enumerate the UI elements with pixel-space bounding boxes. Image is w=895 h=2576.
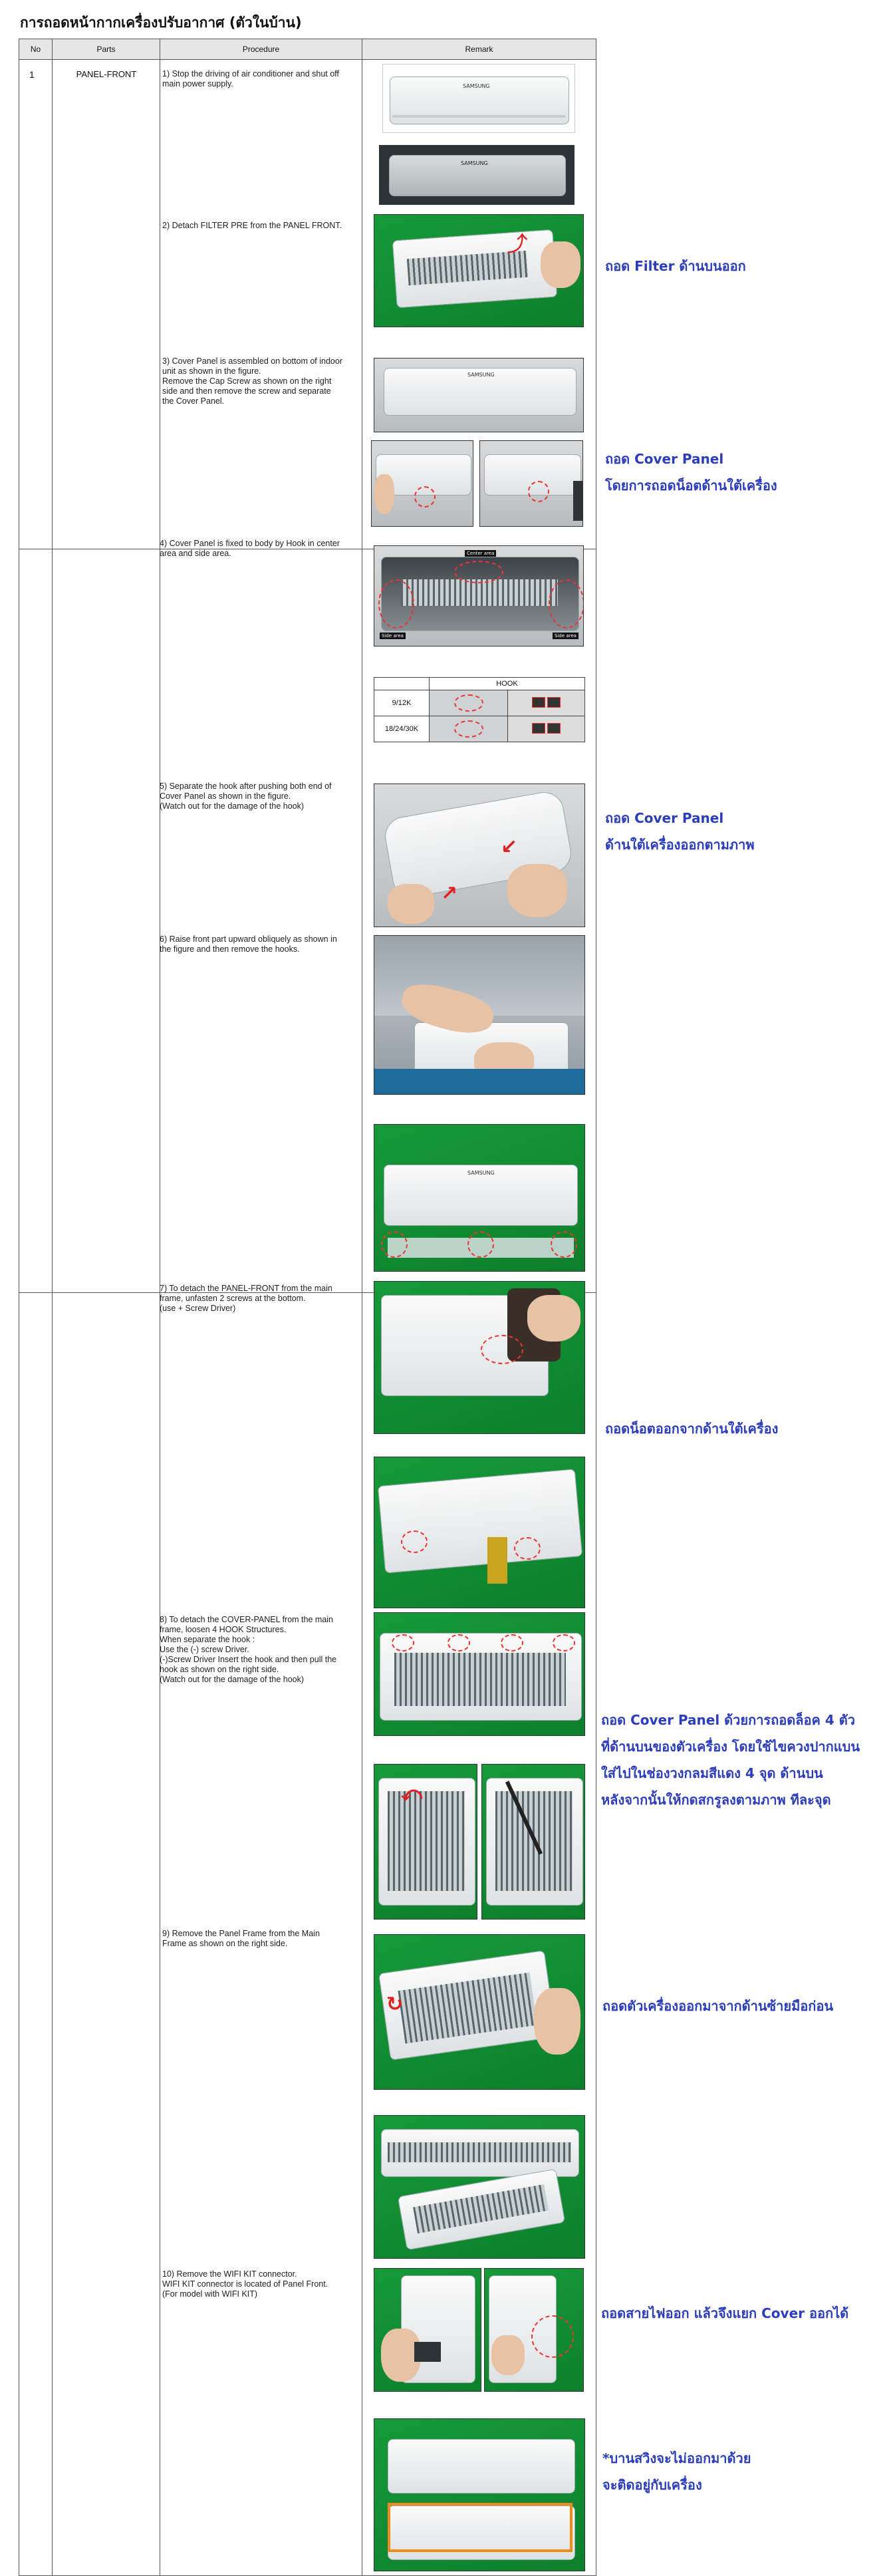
photo-indoor-unit-side: SAMSUNG — [379, 145, 575, 205]
part-name: PANEL-FRONT — [76, 69, 137, 79]
remark-3: ถอด Cover Panel ด้านใต้เครื่องออกตามภาพ — [605, 810, 755, 853]
header-no: No — [19, 39, 53, 60]
photo-panel-frame-separated — [374, 2115, 585, 2259]
remark-4: ถอดน็อตออกจากด้านใต้เครื่อง — [605, 1421, 779, 1437]
step-7: 7) To detach the PANEL-FRONT from the main frame, unfasten 2 screws at the bottom. (use + Screw Driver) — [160, 1284, 332, 1313]
photo-screwdriver-hook-right — [481, 1764, 585, 1920]
photo-push-cover-ends: ↗ ↙ — [374, 784, 585, 927]
remark-6: ถอดตัวเครื่องออกมาจากด้านซ้ายมือก่อน — [602, 1998, 834, 2014]
remark-5: ถอด Cover Panel ด้วยการถอดล็อค 4 ตัว ที่ด้านบนของตัวเครื่อง โดยใช้ไขควงปากแบน ใส่ไปในช่องวงกลมสีแดง 4 จุด ด้านบน หลังจากนั้นให้กดสกรูลงตามภาพ ทีละจุด — [601, 1712, 860, 1808]
photo-cover-panel-bottom: SAMSUNG — [374, 358, 584, 432]
remark-1: ถอด Filter ด้านบนออก — [605, 258, 746, 274]
page-title: การถอดหน้ากากเครื่องปรับอากาศ (ตัวในบ้าน) — [20, 15, 302, 31]
header-procedure: Procedure — [160, 39, 362, 60]
photo-screwdriver-hook-left: ⤺ — [374, 1764, 477, 1920]
step-6: 6) Raise front part upward obliquely as shown in the figure and then remove the hooks. — [160, 934, 337, 954]
header-parts: Parts — [53, 39, 160, 60]
step-10: 10) Remove the WIFI KIT connector. WIFI KIT connector is located of Panel Front. (For model with WIFI KIT) — [162, 2269, 328, 2299]
step-4: 4) Cover Panel is fixed to body by Hook in center area and side area. — [160, 539, 340, 558]
photo-cover-separated — [374, 2418, 585, 2571]
hook-table: HOOK 9/12K 18/24/30K — [374, 677, 585, 742]
step-2: 2) Detach FILTER PRE from the PANEL FRONT. — [162, 221, 342, 230]
photo-wifi-connector-left — [374, 2268, 481, 2392]
photo-wifi-connector-right — [484, 2268, 584, 2392]
remark-2: ถอด Cover Panel โดยการถอดน็อตด้านใต้เครื่อง — [605, 451, 777, 494]
photo-hook-structures — [374, 1612, 585, 1736]
photo-remove-panel-frame: ↻ — [374, 1934, 585, 2090]
photo-raise-front-part — [374, 935, 585, 1095]
table-header-row — [19, 39, 596, 60]
step-8: 8) To detach the COVER-PANEL from the main frame, loosen 4 HOOK Structures. When separate the hook : Use the (-) screw Driver. (-)Screw Driver Insert the hook and then pull the hook as shown on the right side. (Watch out for the damage of the hook) — [160, 1615, 337, 1684]
photo-detach-filter: ⤴ — [374, 214, 584, 327]
remark-8: *บานสวิงจะไม่ออกมาด้วย จะติดอยู่กับเครื่อง — [602, 2450, 751, 2493]
step-9: 9) Remove the Panel Frame from the Main Frame as shown on the right side. — [162, 1929, 320, 1948]
photo-hook-areas: Center area Side area Side area — [374, 545, 584, 646]
photo-unfasten-screws — [374, 1281, 585, 1434]
photo-bottom-screws — [374, 1457, 585, 1608]
step-3: 3) Cover Panel is assembled on bottom of indoor unit as shown in the figure. Remove the Cap Screw as shown on the right side and then remove the screw and separate the Cover Panel. — [162, 357, 342, 406]
step-1: 1) Stop the driving of air conditioner and shut off main power supply. — [162, 69, 339, 88]
remark-7: ถอดสายไฟออก แล้วจึงแยก Cover ออกได้ — [601, 2305, 849, 2321]
photo-indoor-unit-front: SAMSUNG — [382, 64, 575, 133]
header-remark: Remark — [362, 39, 596, 60]
step-5: 5) Separate the hook after pushing both end of Cover Panel as shown in the figure. (Watch out for the damage of the hook) — [160, 782, 332, 811]
photo-cover-removed: SAMSUNG — [374, 1124, 585, 1272]
photo-cap-screw-right — [479, 440, 583, 527]
row-number: 1 — [29, 69, 35, 80]
photo-cap-screw-left — [371, 440, 473, 527]
